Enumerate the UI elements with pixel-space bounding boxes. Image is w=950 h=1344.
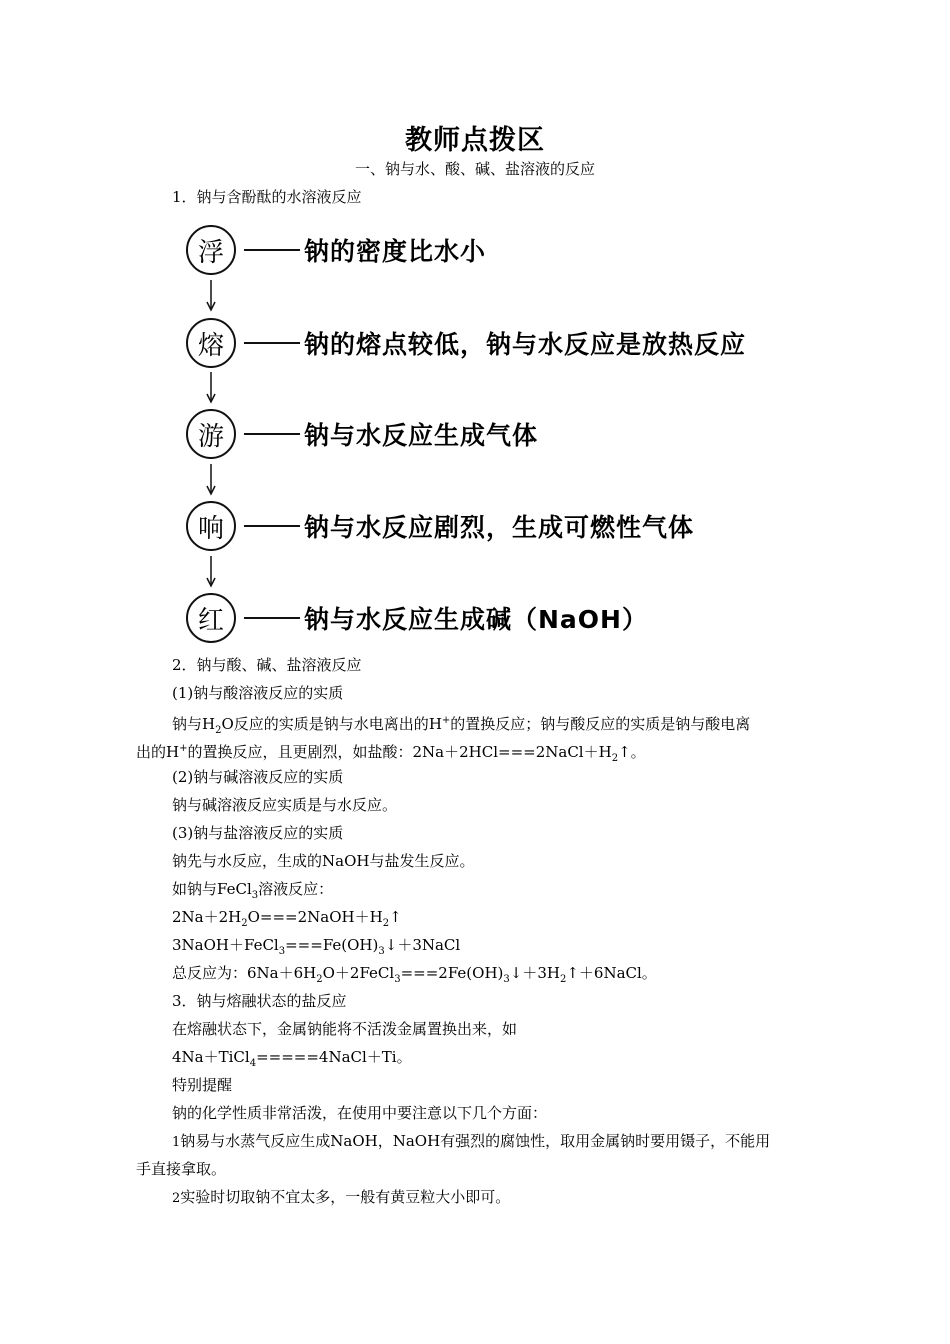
flow-dash: [244, 342, 300, 344]
flow-dash: [244, 617, 300, 619]
flow-step-desc: 钠与水反应生成碱（NaOH）: [304, 605, 648, 634]
flow-step-char: 响: [186, 501, 236, 551]
flow-step-char: 红: [186, 593, 236, 643]
subsection-heading: (1)钠与酸溶液反应的实质: [172, 684, 344, 702]
section2-heading: 2．钠与酸、碱、盐溶液反应: [172, 656, 362, 674]
flow-step-char: 游: [186, 409, 236, 459]
down-arrow-icon: [204, 278, 218, 314]
item-number: 1: [172, 1135, 181, 1150]
flow-step-desc: 钠与水反应剧烈，生成可燃性气体: [304, 513, 695, 542]
equation: $3NaOH+FeCl_3===Fe(OH)_3↓+3NaCl$: [172, 936, 461, 957]
paragraph-line: 钠与碱溶液反应实质是与水反应。: [172, 796, 398, 814]
equation: $2Na+2H_2O===2NaOH+H_2↑$: [172, 908, 402, 929]
reminder-heading: 特别提醒: [172, 1076, 233, 1094]
down-arrow-icon: [204, 462, 218, 498]
flow-step: [186, 222, 486, 278]
paragraph-line: 如钠与FeCl$_3$溶液反应：: [172, 880, 334, 901]
flow-step-desc: 钠与水反应生成气体: [304, 421, 539, 450]
list-item: 2实验时切取钠不宜太多，一般有黄豆粒大小即可。: [172, 1188, 511, 1206]
subsection-heading: (3)钠与盐溶液反应的实质: [172, 824, 344, 842]
list-item: 1钠易与水蒸气反应生成NaOH，NaOH有强烈的腐蚀性，取用金属钠时要用镊子，不能用: [172, 1132, 771, 1150]
flow-dash: [244, 525, 300, 527]
paragraph-line: 钠先与水反应，生成的NaOH与盐发生反应。: [172, 852, 475, 870]
section-heading-main: 一、钠与水、酸、碱、盐溶液的反应: [354, 160, 595, 178]
subsection-heading: (2)钠与碱溶液反应的实质: [172, 768, 344, 786]
page-title: 教师点拨区: [405, 125, 545, 156]
flow-step-char: 熔: [186, 318, 236, 368]
flow-step-desc: 钠的密度比水小: [304, 237, 487, 266]
section1-heading: 1．钠与含酚酞的水溶液反应: [172, 188, 362, 206]
paragraph-line: 钠与$H_2O$反应的实质是钠与水电离出的H+的置换反应；钠与酸反应的实质是钠与酸电离: [172, 715, 751, 736]
flow-step-desc: 钠的熔点较低，钠与水反应是放热反应: [304, 330, 747, 359]
equation: 总反应为：$6Na+6H_2O+2FeCl_3===2Fe(OH)_3↓+3H_2↑+6NaCl$。: [172, 964, 657, 985]
paragraph-line: 钠的化学性质非常活泼，在使用中要注意以下几个方面：: [172, 1104, 548, 1122]
section3-heading: 3．钠与熔融状态的盐反应: [172, 992, 347, 1010]
down-arrow-icon: [204, 554, 218, 590]
flow-step: [186, 315, 746, 371]
flow-dash: [244, 249, 300, 251]
equation: 4Na＋TiCl$_4$=====4NaCl＋Ti。: [172, 1048, 412, 1069]
item-number: 2: [172, 1191, 181, 1206]
flow-step: [186, 498, 694, 554]
flow-dash: [244, 433, 300, 435]
flow-step: [186, 590, 648, 646]
flow-step-char: 浮: [186, 225, 236, 275]
paragraph-line: 出的H+的置换反应，且更剧烈，如盐酸：$2Na+2HCl===2NaCl+H_2↑$。: [136, 743, 646, 764]
paragraph-line: 在熔融状态下，金属钠能将不活泼金属置换出来，如: [172, 1020, 518, 1038]
flow-step: [186, 406, 538, 462]
paragraph-line: 手直接拿取。: [136, 1160, 227, 1178]
down-arrow-icon: [204, 370, 218, 406]
